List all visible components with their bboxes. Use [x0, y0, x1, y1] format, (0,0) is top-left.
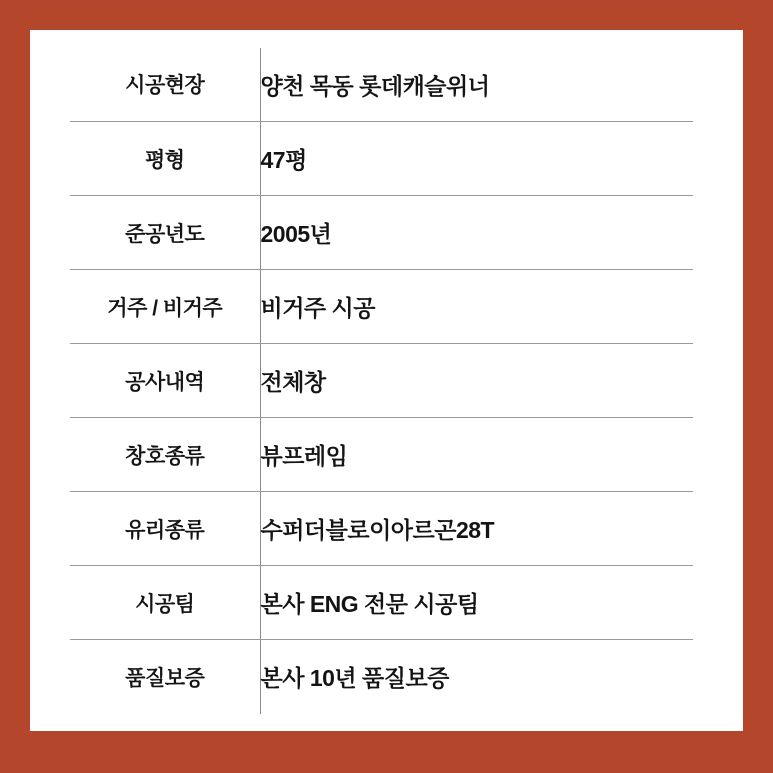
row-value: 47평 — [260, 122, 693, 196]
table-row — [70, 48, 693, 122]
row-value: 본사 ENG 전문 시공팀 — [260, 566, 693, 640]
row-value: 뷰프레임 — [260, 418, 693, 492]
table-row — [70, 566, 693, 640]
row-label: 평형 — [70, 122, 260, 196]
row-value: 2005년 — [260, 196, 693, 270]
row-label: 공사내역 — [70, 344, 260, 418]
row-value: 본사 10년 품질보증 — [260, 665, 449, 692]
row-label: 시공현장 — [70, 48, 260, 122]
table-row — [70, 418, 693, 492]
row-value: 비거주 시공 — [260, 270, 693, 344]
table-row — [70, 270, 693, 344]
row-label: 시공팀 — [70, 566, 260, 640]
table-row — [70, 122, 693, 196]
row-label: 창호종류 — [70, 418, 260, 492]
row-value: 전체창 — [260, 344, 693, 418]
row-label: 유리종류 — [70, 492, 260, 566]
table-row — [70, 344, 693, 418]
row-label: 거주 / 비거주 — [70, 270, 260, 344]
table-row — [70, 640, 693, 714]
row-value: 양천 목동 롯데캐슬위너 — [260, 48, 693, 122]
spec-table — [70, 48, 693, 714]
table-row — [70, 196, 693, 270]
table-row — [70, 492, 693, 566]
spec-card — [30, 30, 743, 731]
row-label: 품질보증 — [70, 640, 260, 714]
row-value: 수퍼더블로이아르곤28T — [260, 492, 693, 566]
row-label: 준공년도 — [70, 196, 260, 270]
